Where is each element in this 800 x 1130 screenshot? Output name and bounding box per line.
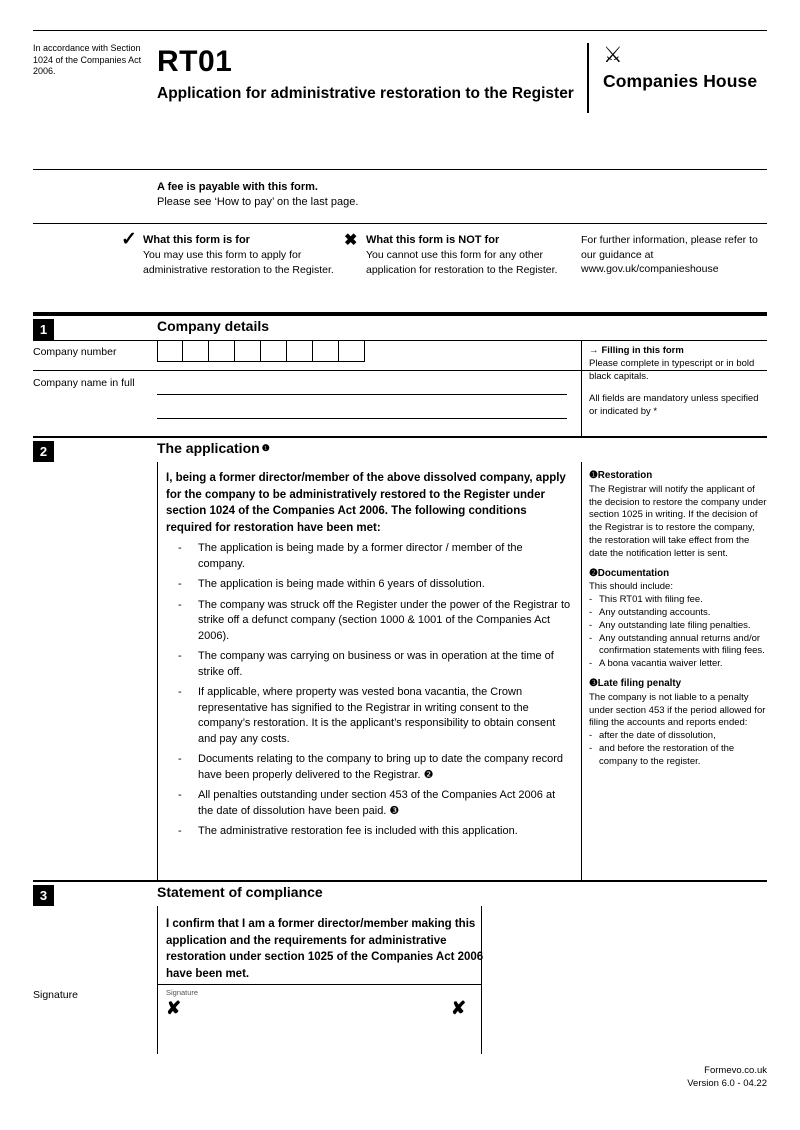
- dash-bullet-icon: -: [589, 742, 593, 754]
- signature-mark-left-icon[interactable]: ✘: [166, 998, 182, 1018]
- what-form-is-not-for: [344, 232, 586, 277]
- note-item: [589, 730, 769, 743]
- note-heading-row: [589, 568, 769, 581]
- form-footer: [687, 1064, 767, 1090]
- section-1-title: Company details: [157, 318, 270, 334]
- note-item: [589, 620, 769, 633]
- dash-bullet-icon: -: [178, 825, 182, 837]
- application-condition: [166, 788, 571, 819]
- section-1-bar: [33, 314, 767, 340]
- dash-bullet-icon: -: [589, 619, 593, 631]
- statement-text: I confirm that I am a former director/member making this application and the requirements for administrative restoration under section 1025 of the Companies Act 2006 have been met.: [166, 918, 484, 980]
- further-information: For further information, please refer to our guidance at www.gov.uk/companieshouse: [581, 234, 758, 275]
- dash-bullet-icon: -: [178, 650, 182, 662]
- company-name-input-line-2[interactable]: [157, 395, 567, 419]
- company-name-label: Company name in full: [33, 377, 135, 389]
- application-lead-text: I, being a former director/member of the above dissolved company, apply for the company to be administratively restored to the Register under section 1024 of the Companies Act 2006. The following conditions required for restoration have been met:: [166, 472, 566, 534]
- footer-version: Version 6.0 - 04.22: [687, 1078, 767, 1089]
- note-item: [589, 633, 769, 659]
- dash-bullet-icon: -: [589, 606, 593, 618]
- statement-of-compliance-block: [33, 906, 767, 1054]
- application-left-rule: [157, 462, 158, 880]
- note-item: [589, 658, 769, 671]
- form-header: [33, 30, 767, 170]
- application-condition: [166, 824, 571, 840]
- dash-bullet-icon: -: [589, 658, 593, 670]
- crown-icon: ⚔: [603, 42, 623, 67]
- note-heading: Late filing penalty: [597, 677, 682, 689]
- company-details-block: [33, 340, 767, 436]
- signature-field-label: Signature: [166, 988, 199, 997]
- note-paragraph: The Registrar will notify the applicant of the decision to restore the company under section 1025 in writing. If the decision of the Registrar is to restore the company, the restoration will take effect from the date the notification letter is sent.: [589, 483, 767, 559]
- fee-line-2: Please see ‘How to pay’ on the last page.: [157, 196, 359, 208]
- note-item-text: and before the restoration of the company to the register.: [599, 742, 735, 767]
- company-number-label: Company number: [33, 346, 117, 358]
- note-heading: Restoration: [597, 470, 653, 481]
- filling-in-paragraph-2: All fields are mandatory unless specified or indicated by *: [589, 393, 759, 417]
- company-number-input[interactable]: [157, 341, 365, 362]
- application-condition: [166, 577, 571, 593]
- what-form-is-for-body: You may use this form to apply for administrative restoration to the Register.: [143, 249, 334, 276]
- dash-bullet-icon: -: [589, 594, 593, 606]
- what-form-is-not-for-body: You cannot use this form for any other application for restoration to the Register.: [366, 249, 558, 276]
- form-usage-info: [33, 224, 767, 314]
- note-heading: Documentation: [597, 567, 670, 579]
- signature-divider: [157, 984, 482, 985]
- note-heading-row: [589, 470, 769, 483]
- form-title: Application for administrative restoration to the Register: [157, 85, 574, 102]
- note-item-text: A bona vacantia waiver letter.: [599, 658, 723, 670]
- form-code: RT01: [157, 45, 233, 78]
- application-condition-text: The application is being made within 6 years of dissolution.: [198, 578, 485, 590]
- dash-bullet-icon: -: [178, 598, 182, 611]
- note-item-text: Any outstanding accounts.: [599, 606, 711, 618]
- what-form-is-for-heading: What this form is for: [143, 234, 250, 246]
- accordance-note: In accordance with Section 1024 of the Companies Act 2006.: [33, 43, 142, 76]
- filling-in-heading-row: [589, 344, 767, 357]
- section-2-bar: [33, 436, 767, 462]
- section-3-title: Statement of compliance: [157, 884, 323, 900]
- tick-icon: ✓: [121, 229, 137, 250]
- statement-left-rule: [157, 906, 158, 1054]
- dash-bullet-icon: -: [178, 789, 182, 801]
- note-marker: ❷: [589, 567, 598, 579]
- application-side-notes: [589, 470, 769, 769]
- fee-line-1: A fee is payable with this form.: [157, 181, 318, 193]
- filling-in-heading: Filling in this form: [601, 345, 684, 356]
- note-item: [589, 607, 769, 620]
- section-3-number: 3: [33, 885, 54, 906]
- application-condition-text: The application is being made by a former director / member of the company.: [198, 542, 523, 570]
- note-paragraph: This should include:: [589, 581, 673, 593]
- note-item-text: after the date of dissolution,: [599, 730, 716, 742]
- filling-in-guidance: [589, 344, 767, 418]
- dash-bullet-icon: -: [589, 632, 593, 644]
- signature-mark-right-icon[interactable]: ✘: [451, 998, 467, 1018]
- what-form-is-not-for-heading: What this form is NOT for: [366, 234, 500, 246]
- section-2-number: 2: [33, 441, 54, 462]
- application-condition-text: The company was carrying on business or was in operation at the time of strike off.: [198, 650, 554, 678]
- note-paragraph: The company is not liable to a penalty under section 453 if the period allowed for filing the accounts and reports ended:: [589, 691, 766, 729]
- company-number-box[interactable]: [313, 341, 339, 362]
- application-condition: [166, 541, 571, 572]
- dash-bullet-icon: -: [178, 753, 182, 765]
- note-item-text: Any outstanding late filing penalties.: [599, 619, 751, 631]
- application-condition: [166, 649, 571, 680]
- company-name-input[interactable]: [157, 371, 567, 395]
- brand-name: Companies House: [603, 71, 758, 91]
- company-number-box[interactable]: [261, 341, 287, 362]
- note-marker: ❸: [589, 677, 598, 689]
- application-right-rule: [581, 462, 582, 880]
- form-sheet: [33, 30, 767, 1090]
- application-statement: [166, 470, 571, 840]
- note-heading-row: [589, 678, 769, 691]
- application-condition-text: All penalties outstanding under section 453 of the Companies Act 2006 at the date of dissolution have been paid. ❸: [198, 789, 556, 817]
- companies-house-logo: [587, 43, 767, 113]
- dash-bullet-icon: -: [178, 542, 182, 554]
- company-number-box[interactable]: [157, 341, 183, 362]
- cross-icon: ✖: [344, 232, 358, 249]
- application-condition: [166, 685, 571, 747]
- section-2-note-marker: ❶: [261, 443, 270, 453]
- note-marker: ❶: [589, 470, 598, 481]
- application-condition-text: The company was struck off the Register under the power of the Registrar to strike off a defunct company (section 1000 & 1001 of the Companies Act 2006).: [198, 598, 571, 642]
- application-condition-text: The administrative restoration fee is included with this application.: [198, 825, 518, 837]
- fee-notice: [33, 170, 767, 224]
- application-condition: [166, 598, 571, 645]
- company-number-box[interactable]: [287, 341, 313, 362]
- company-number-box[interactable]: [209, 341, 235, 362]
- application-condition: [166, 752, 571, 783]
- company-number-box[interactable]: [235, 341, 261, 362]
- note-item-text: Any outstanding annual returns and/or confirmation statements with filing fees.: [599, 632, 765, 657]
- section-2-title: [157, 440, 270, 456]
- dash-bullet-icon: -: [589, 730, 593, 742]
- company-number-box[interactable]: [183, 341, 209, 362]
- section-2-title-text: The application: [157, 440, 260, 456]
- filling-in-paragraph-1: Please complete in typescript or in bold black capitals.: [589, 358, 755, 382]
- note-item: [589, 594, 769, 607]
- company-number-box[interactable]: [339, 341, 365, 362]
- signature-label: Signature: [33, 989, 78, 1001]
- application-condition-text: Documents relating to the company to bring up to date the company record have been properly delivered to the Registrar. ❷: [198, 753, 564, 781]
- application-condition-text: If applicable, where property was vested bona vacantia, the Crown representative has signified to the Registrar in writing consent to the company’s restoration. It is the applicant’s responsibility to obtain consent and pay any costs.: [198, 686, 556, 745]
- dash-bullet-icon: -: [178, 578, 182, 590]
- section-1-number: 1: [33, 319, 54, 340]
- section-3-bar: [33, 880, 767, 906]
- application-block: [33, 462, 767, 880]
- what-form-is-for: [121, 229, 363, 277]
- dash-bullet-icon: -: [178, 686, 182, 698]
- footer-site: Formevo.co.uk: [704, 1065, 767, 1076]
- note-item: [589, 743, 769, 769]
- note-item-text: This RT01 with filing fee.: [599, 594, 703, 606]
- arrow-right-icon: →: [589, 345, 599, 356]
